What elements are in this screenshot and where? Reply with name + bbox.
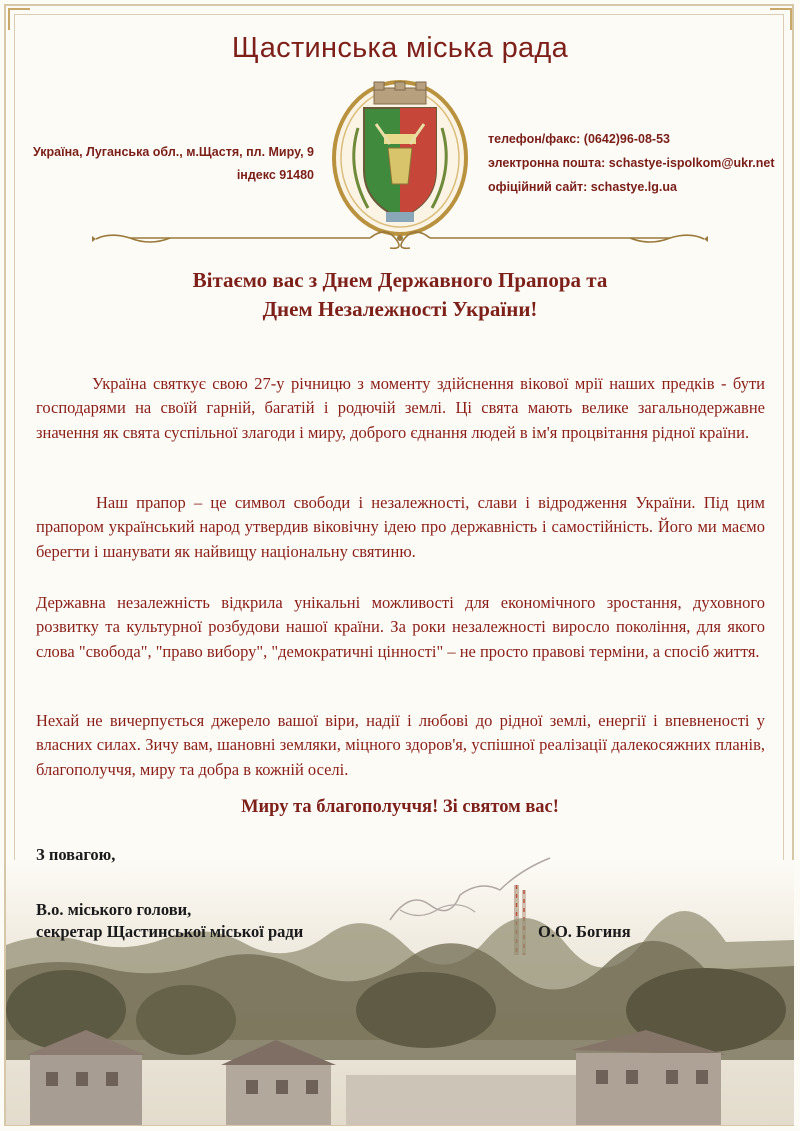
paragraph-4: Нехай не вичерпується джерело вашої віри, надії і любові до рідної землі, енергії і впевненості у власних силах. Зичу вам, шановні земляки, міцного здоров'я, успішної реалізації далекосяжних планів, благополуччя, миру та добра в кожній оселі.	[36, 711, 765, 779]
city-coat-of-arms	[328, 78, 472, 238]
decorative-divider	[90, 224, 710, 254]
closing-wish: Миру та благополуччя! Зі святом вас!	[241, 797, 559, 817]
signatory-role-line-1: В.о. міського голови,	[36, 900, 192, 919]
official-website: офіційний сайт: schastye.lg.ua	[488, 180, 677, 194]
signature-regards: З повагою,	[36, 845, 116, 864]
corner-ornament	[8, 8, 30, 30]
email-address: электронна пошта: schastye-ispolkom@ukr.net	[488, 156, 775, 170]
council-title: Щастинська міська рада	[231, 32, 569, 64]
postal-index: індекс 91480	[236, 168, 314, 182]
greeting-line-1: Вітаємо вас з Днем Державного Прапора та	[192, 268, 608, 292]
signatory-name: О.О. Богиня	[538, 922, 631, 941]
address-line: Україна, Луганська обл., м.Щастя, пл. Миру, 9	[32, 145, 314, 159]
greeting-heading	[0, 266, 800, 324]
greeting-line-2: Днем Незалежності України!	[262, 297, 538, 321]
paragraph-2: Наш прапор – це символ свободи і незалежності, слави і відродження України. Під цим прапором український народ утвердив віковічну ідею про державність і самостійність. Його ми маємо берегти і шанувати як найвищу національну святиню.	[36, 493, 765, 561]
phone-fax: телефон/факс: (0642)96-08-53	[488, 132, 670, 146]
corner-ornament	[770, 8, 792, 30]
paragraph-1: Україна святкує свою 27-у річницю з моменту здійснення вікової мрії наших предків - бути господарями на своїй гарній, багатій і родючій землі. Ці свята мають велике загальнодержавне значення як свята суспільної злагоди і миру, доброго єднання людей в ім'я процвітання рідної країни.	[36, 374, 765, 442]
paragraph-3: Державна незалежність відкрила унікальні можливості для економічного зростання, духовного розвитку та культурної розбудови нашої країни. За роки незалежності виросло покоління, для якого слова "свобода", "право вибору", "демократичні цінності" – не просто правові терміни, а спосіб життя.	[36, 593, 765, 661]
signatory-role-line-2: секретар Щастинської міської ради	[36, 922, 304, 941]
handwritten-signature	[380, 850, 560, 930]
